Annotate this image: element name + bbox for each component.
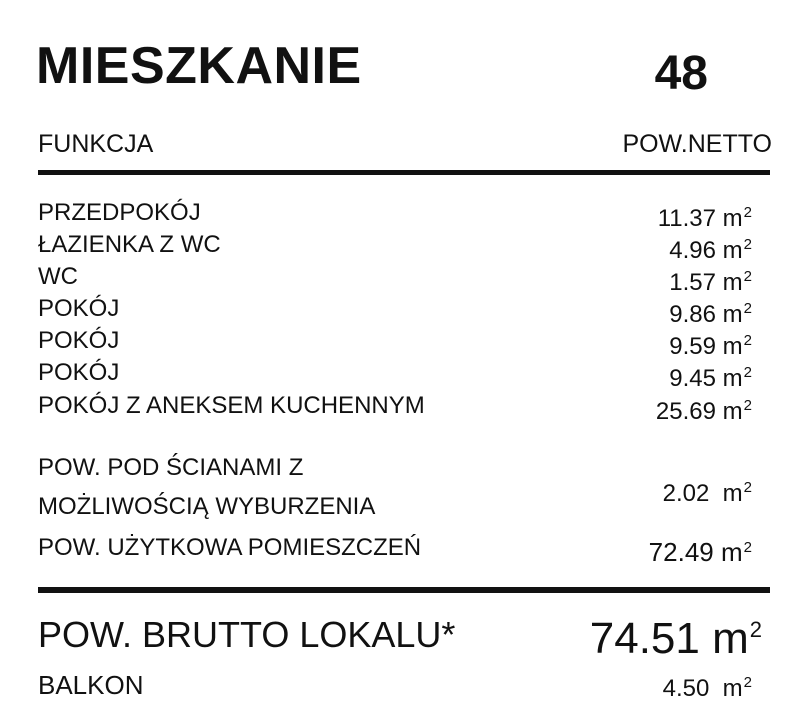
total-divider xyxy=(38,587,770,593)
room-name: POKÓJ Z ANEKSEM KUCHENNYM xyxy=(38,392,425,419)
column-header-net-area: POW.NETTO xyxy=(622,130,772,158)
room-area: 9.86 $m^2$ xyxy=(669,300,752,328)
room-name: POKÓJ xyxy=(38,295,120,322)
room-name: ŁAZIENKA Z WC xyxy=(38,231,221,258)
room-area: 11.37 $m^2$ xyxy=(657,204,752,232)
balcony-area: 4.50 $m^2$ xyxy=(662,674,752,702)
walls-area: 2.02 $m^2$ xyxy=(662,479,752,507)
room-name: POKÓJ xyxy=(38,359,120,386)
column-header-function: FUNKCJA xyxy=(38,130,154,158)
walls-label-line1: POW. POD ŚCIANAMI Z xyxy=(38,454,304,481)
room-name: PRZEDPOKÓJ xyxy=(38,199,201,226)
room-area: 9.45 $m^2$ xyxy=(669,364,752,392)
apartment-number: 48 xyxy=(654,47,708,100)
room-area: 1.57 $m^2$ xyxy=(669,268,752,296)
usable-area-label: POW. UŻYTKOWA POMIESZCZEŃ xyxy=(38,534,422,561)
usable-area-value: 72.49 $m^2$ xyxy=(648,537,752,567)
balcony-label: BALKON xyxy=(38,670,144,700)
walls-label-line2: MOŻLIWOŚCIĄ WYBURZENIA xyxy=(38,493,376,520)
room-area: 9.59 $m^2$ xyxy=(669,332,752,360)
room-area: 25.69 $m^2$ xyxy=(655,397,752,425)
room-name: WC xyxy=(38,263,78,290)
gross-area-label: POW. BRUTTO LOKALU* xyxy=(38,614,456,655)
apartment-title: MIESZKANIE xyxy=(36,37,362,95)
room-area: 4.96 $m^2$ xyxy=(669,236,752,264)
room-name: POKÓJ xyxy=(38,327,120,354)
gross-area-value: 74.51 $m^2$ xyxy=(589,614,762,663)
header-divider xyxy=(38,170,770,175)
